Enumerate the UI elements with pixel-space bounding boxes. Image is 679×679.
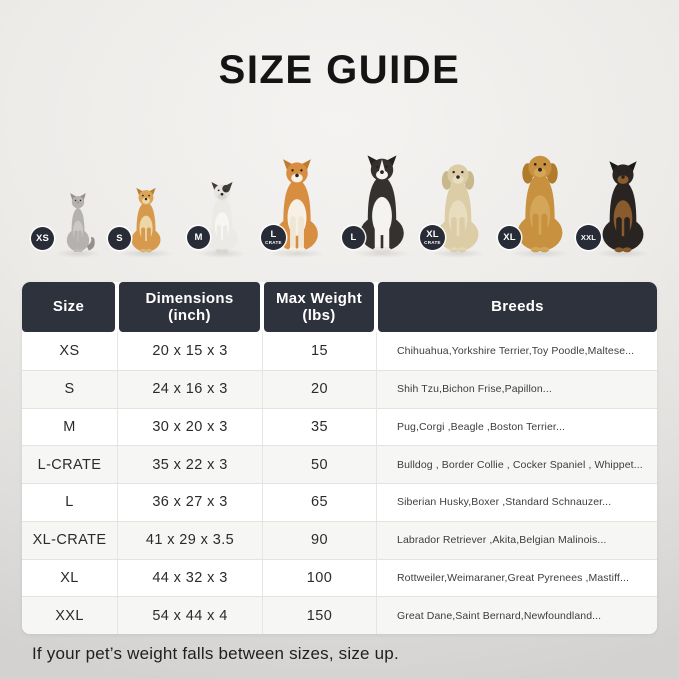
column-header-dimensions [119, 282, 260, 332]
badge-label: XL [503, 231, 516, 243]
badge-label: L [350, 231, 357, 243]
dimensions-cell: 36 x 27 x 3 [117, 484, 262, 521]
badge-label: S [116, 232, 123, 244]
size-badge-xl-crate [420, 225, 445, 250]
table-row-xl [22, 559, 657, 597]
dimensions-cell: 20 x 15 x 3 [117, 332, 262, 370]
size-cell: L [65, 494, 74, 511]
size-badge-m [187, 226, 210, 249]
breeds-cell: Siberian Husky,Boxer ,Standard Schnauzer... [376, 484, 657, 521]
footer-note: If your pet’s weight falls between sizes, size up. [32, 644, 399, 663]
header-sublabel: (lbs) [302, 307, 336, 324]
size-badge-s [108, 227, 131, 250]
header-label: Size [52, 298, 85, 316]
badge-sublabel: CRATE [424, 239, 441, 245]
size-badge-xxl [576, 225, 601, 250]
size-cell: S [64, 381, 75, 398]
table-row-l [22, 483, 657, 521]
max-weight-cell: 100 [262, 560, 376, 597]
breeds-cell: Great Dane,Saint Bernard,Newfoundland... [376, 597, 657, 634]
column-header-size [22, 282, 115, 332]
table-row-m [22, 408, 657, 446]
max-weight-cell: 150 [262, 597, 376, 634]
header-sublabel: (inch) [168, 307, 211, 324]
column-header-max-weight [264, 282, 374, 332]
table-header-row [22, 282, 657, 332]
breeds-cell: Rottweiler,Weimaraner,Great Pyrenees ,Mastiff... [376, 560, 657, 597]
badge-sublabel: CRATE [265, 239, 282, 245]
table-row-s [22, 370, 657, 408]
breeds-cell: Chihuahua,Yorkshire Terrier,Toy Poodle,Maltese... [376, 332, 657, 370]
header-label: Max Weight [275, 289, 363, 307]
size-cell: L-CRATE [37, 456, 102, 473]
size-badge-xl [498, 226, 521, 249]
size-cell: XS [59, 342, 80, 359]
table-row-xs [22, 332, 657, 370]
badge-label: M [194, 231, 203, 243]
max-weight-cell: 90 [262, 522, 376, 559]
table-row-xl-crate [22, 521, 657, 559]
size-badge-xs [31, 227, 54, 250]
doberman-image [592, 129, 654, 253]
table-body [22, 332, 657, 634]
header-label: Breeds [491, 298, 544, 316]
page-title: SIZE GUIDE [218, 48, 461, 92]
size-cell: XXL [55, 607, 84, 624]
breeds-cell: Shih Tzu,Bichon Frise,Papillon... [376, 371, 657, 408]
dimensions-cell: 44 x 32 x 3 [117, 560, 262, 597]
breeds-cell: Pug,Corgi ,Beagle ,Boston Terrier... [376, 409, 657, 446]
size-badge-l [342, 226, 365, 249]
badge-label: XS [35, 232, 50, 244]
badge-label: XL [426, 229, 439, 240]
table-row-l-crate [22, 445, 657, 483]
max-weight-cell: 65 [262, 484, 376, 521]
size-cell: XL-CRATE [32, 532, 107, 549]
max-weight-cell: 20 [262, 371, 376, 408]
dimensions-cell: 54 x 44 x 4 [117, 597, 262, 634]
column-header-breeds [378, 282, 657, 332]
dimensions-cell: 41 x 29 x 3.5 [117, 522, 262, 559]
dimensions-cell: 35 x 22 x 3 [117, 446, 262, 483]
size-cell: M [63, 418, 76, 435]
doberman-silhouette [592, 129, 654, 253]
dimensions-cell: 30 x 20 x 3 [117, 409, 262, 446]
cat-silhouette [52, 191, 104, 253]
size-table [22, 282, 657, 634]
max-weight-cell: 50 [262, 446, 376, 483]
badge-label: XXL [580, 232, 597, 242]
table-row-xxl [22, 596, 657, 634]
max-weight-cell: 35 [262, 409, 376, 446]
size-badge-l-crate [261, 225, 286, 250]
breeds-cell: Bulldog , Border Collie , Cocker Spaniel , Whippet... [376, 446, 657, 483]
cat-image [52, 191, 104, 253]
badge-label: L [270, 229, 277, 240]
size-cell: XL [60, 569, 79, 586]
header-label: Dimensions [145, 289, 234, 307]
dimensions-cell: 24 x 16 x 3 [117, 371, 262, 408]
max-weight-cell: 15 [262, 332, 376, 370]
breeds-cell: Labrador Retriever ,Akita,Belgian Malinois... [376, 522, 657, 559]
